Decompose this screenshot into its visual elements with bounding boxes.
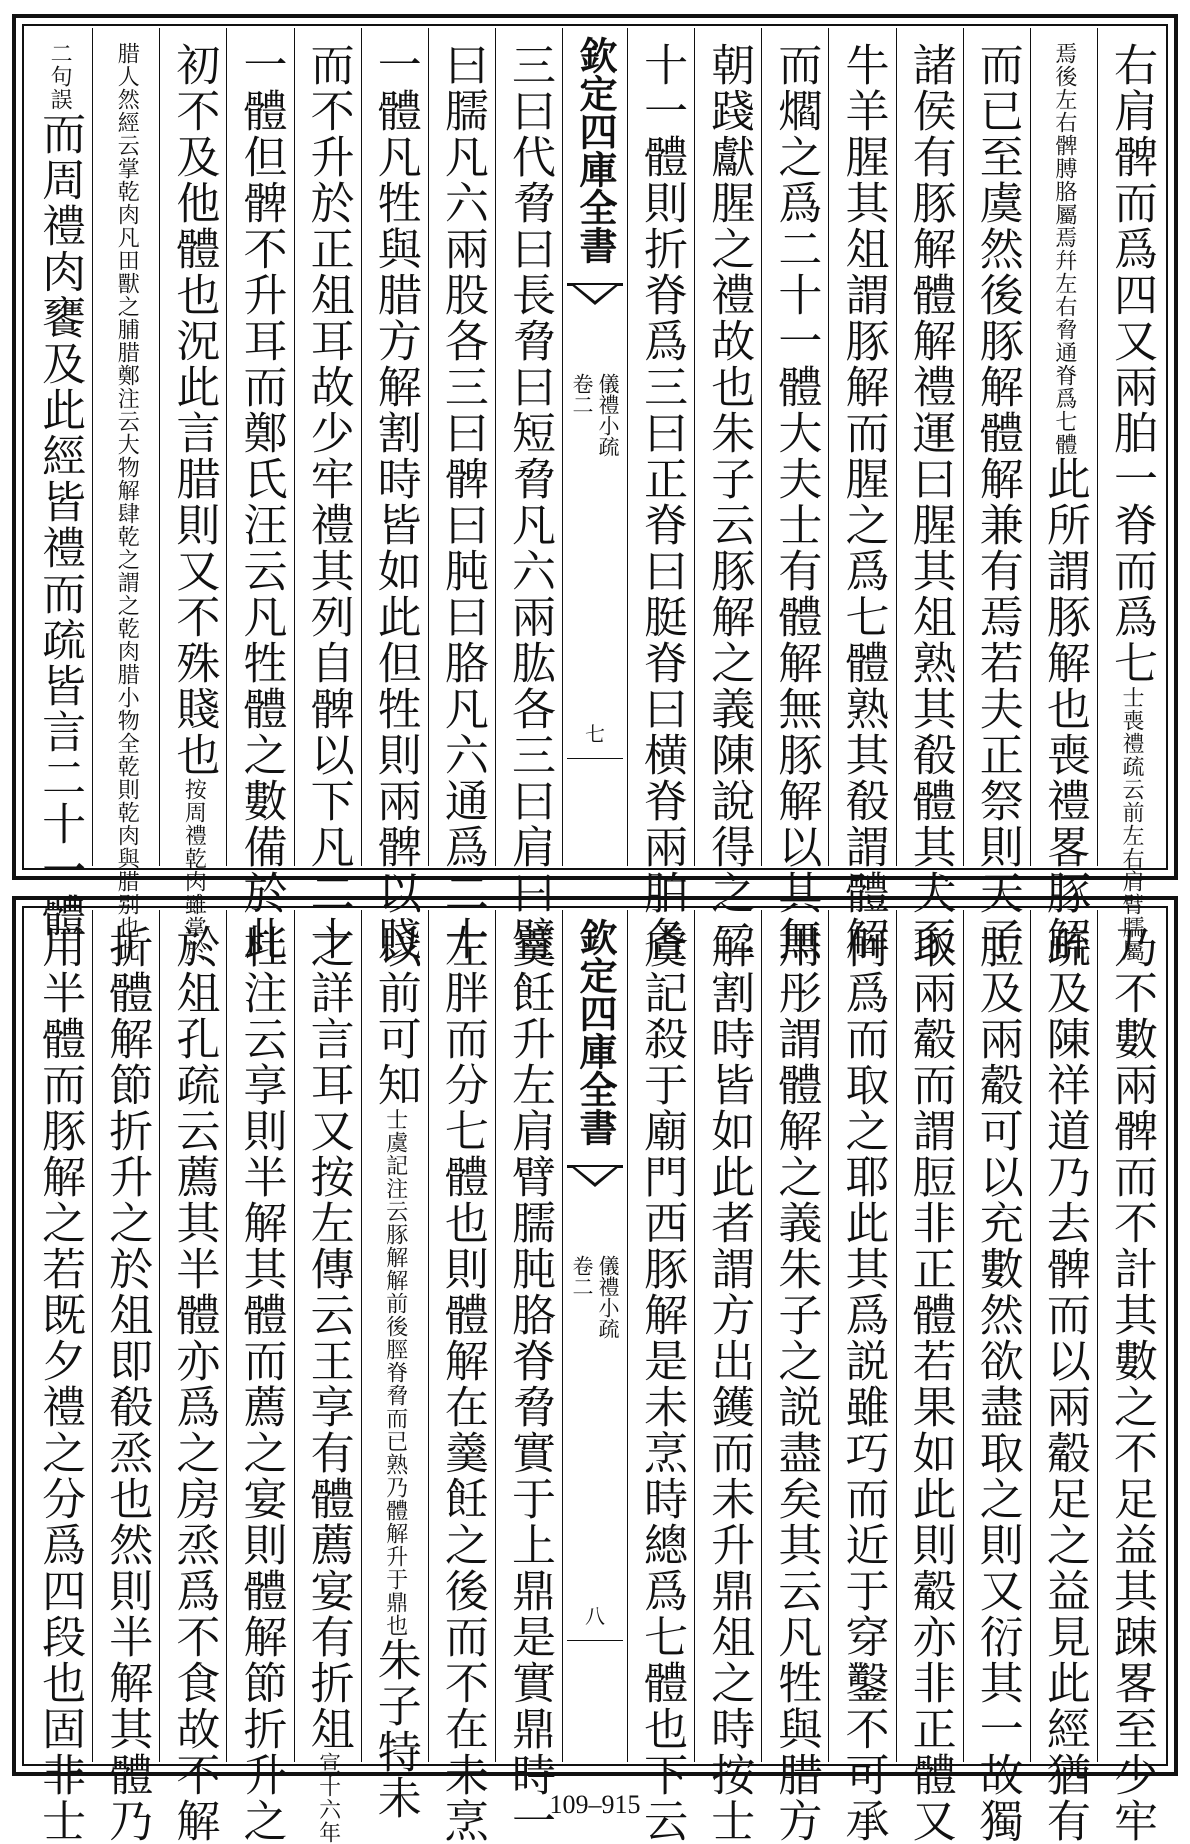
column-left-5 [226, 28, 293, 962]
header-subtitle [569, 1255, 621, 1339]
text-column [235, 28, 287, 962]
main-text: 羹飪升左肩臂臑肫胳脊脅實于上鼎是實鼎時一 [503, 924, 555, 1844]
fishtail-mark-icon [567, 1165, 623, 1248]
column-left-7 [92, 910, 159, 1844]
main-text: 取兩觳而謂脰非正體若果如此則觳亦非正體又 [904, 924, 956, 1844]
center-header-column [562, 28, 627, 866]
main-text: 曰臑凡六兩股各三曰髀曰肫曰胳凡六通爲二十 [436, 42, 488, 962]
text-column [1038, 910, 1090, 1844]
text-column [1038, 28, 1090, 962]
main-text: 用彤謂體解之義朱子之説盡矣其云凡牲與腊方 [770, 924, 822, 1844]
text-column [971, 910, 1023, 1844]
text-column [302, 28, 354, 962]
main-text: 十一體則折脊爲三曰正脊曰脡脊曰横脊兩胉各 [636, 42, 688, 962]
main-text: 用半體而豚解之若既夕禮之分爲四段也固非士 [34, 924, 86, 1844]
main-text: 右肩髀而爲四又兩胉一脊而爲七 [1105, 42, 1157, 686]
column-left-8 [26, 910, 92, 1844]
main-text: 而已至虞然後豚解體解兼有焉若夫正祭則天子 [971, 42, 1023, 962]
column-left-4 [294, 910, 361, 1844]
main-text: 一體但髀不升耳而鄭氏汪云凡牲體之數備於此 [235, 42, 287, 962]
commentary-note: 二句誤 [47, 42, 73, 111]
text-column [636, 28, 688, 962]
main-text: 之詳言耳又按左傳云王享有體薦宴有折俎 [302, 924, 354, 1752]
text-column [703, 910, 755, 1844]
main-text: 何爲而取之耶此其爲説雖巧而近于穿鑿不可承 [837, 924, 889, 1844]
main-text: 乃不數兩髀而不計其數之不足益其踈畧至少牢 [1105, 924, 1157, 1844]
main-text: 以前可知 [369, 924, 421, 1108]
column-left-2 [428, 28, 495, 962]
text-column [436, 28, 488, 962]
main-text: 折體解節折升之於俎即殽烝也然則半解其體乃 [101, 924, 153, 1844]
column-right-3 [963, 910, 1030, 1844]
main-text: 解割時皆如此者謂方出鑊而未升鼎俎之時按士 [703, 924, 755, 1844]
main-text: 而不升於正俎耳故少牢禮其列自髀以下凡二十 [302, 42, 354, 962]
text-column [1105, 28, 1157, 962]
text-column [104, 28, 148, 962]
column-right-4 [896, 910, 963, 1844]
header-title: 欽定四庫全書 [573, 36, 618, 264]
text-column [904, 910, 956, 1844]
volume-label: 卷二 [570, 373, 594, 415]
column-left-8 [26, 28, 92, 939]
text-column [369, 910, 421, 1821]
main-text: 三曰代脅曰長脅曰短脅凡六兩肱各三曰肩曰臂 [503, 42, 555, 962]
column-right-7 [694, 910, 761, 1844]
text-column [503, 910, 555, 1844]
center-header-column [562, 910, 627, 1762]
column-left-6 [159, 28, 226, 962]
commentary-note: 士虞記注云豚解解前後脛脊脅而已熟乃體解升于鼎也 [382, 1108, 408, 1637]
upper-page [12, 14, 1178, 962]
text-column [436, 910, 488, 1844]
text-column [1105, 910, 1157, 1844]
text-column [904, 28, 956, 962]
column-right-1 [1097, 910, 1164, 1844]
text-column [235, 910, 287, 1844]
column-right-2 [1030, 28, 1097, 962]
commentary-note: 宣十六年 [315, 1752, 341, 1844]
column-right-8 [627, 910, 694, 1844]
text-column [503, 28, 555, 962]
text-column [302, 910, 354, 1844]
main-text: 左胖而分七體也則體解在羹飪之後而不在未烹 [436, 924, 488, 1844]
column-right-1 [1097, 28, 1164, 962]
column-left-2 [428, 910, 495, 1844]
upper-columns [26, 28, 1164, 962]
main-text: 一體凡牲與腊方解割時皆如此但牲則兩髀以賤 [369, 42, 421, 962]
leaf-number: 七 [585, 722, 605, 746]
column-right-5 [828, 28, 895, 962]
text-column [636, 910, 688, 1844]
header-subtitle [569, 373, 621, 457]
main-text: 於俎孔疏云薦其半體亦爲之房烝爲不食故不解 [168, 924, 220, 1844]
commentary-note: 腊人然經云掌乾肉凡田獸之脯腊鄭注云大物解肆乾之謂之乾肉腊小物全乾則乾肉與腊别也此 [114, 42, 140, 962]
volume-label: 卷二 [570, 1255, 594, 1297]
main-text: 初不及他體也況此言腊則又不殊賤也 [168, 42, 220, 778]
book-title: 儀禮小疏 [596, 373, 621, 457]
text-column [837, 28, 889, 962]
column-right-5 [828, 910, 895, 1844]
text-column [168, 910, 220, 1844]
column-right-2 [1030, 910, 1097, 1844]
text-column [770, 28, 822, 962]
text-column [770, 910, 822, 1844]
main-text: 此所謂豚解也喪禮畧豚解 [1038, 456, 1090, 962]
column-right-4 [896, 28, 963, 962]
column-left-5 [226, 910, 293, 1844]
text-column [369, 28, 421, 962]
main-text: 朝踐獻腥之禮故也朱子云豚解之義陳說得之二 [703, 42, 755, 962]
fishtail-mark-icon [567, 283, 623, 366]
text-column [837, 910, 889, 1844]
column-left-4 [294, 28, 361, 962]
column-left-3 [361, 910, 428, 1821]
text-column [101, 910, 153, 1844]
column-left-1 [495, 910, 562, 1844]
header-rule [567, 758, 623, 759]
main-text: 虞記殺于廟門西豚解是未烹時總爲七體也下云 [636, 924, 688, 1844]
page-footer-number: 109–915 [549, 1790, 641, 1819]
commentary-note: 士喪禮疏云前左右肩臂臑屬 [1118, 686, 1144, 962]
column-left-6 [159, 910, 226, 1844]
column-right-6 [761, 910, 828, 1844]
column-right-7 [694, 28, 761, 962]
main-text: 諸侯有豚解體解禮運曰腥其俎熟其殽體其犬豕 [904, 42, 956, 962]
book-title: 儀禮小疏 [596, 1255, 621, 1339]
text-column [971, 28, 1023, 962]
commentary-note: 焉後左右髀膊胳屬焉幷左右脅通脊爲七體 [1051, 42, 1077, 456]
main-text: 杜注云享則半解其體而薦之宴則體解節折升之 [235, 924, 287, 1844]
column-left-3 [361, 28, 428, 962]
main-text: 而周禮肉饔及此經皆禮而疏皆言二十一體 [34, 111, 86, 939]
header-rule [567, 1640, 623, 1641]
commentary-note: 按周禮乾肉雖掌於 [181, 778, 207, 962]
text-column [34, 910, 86, 1844]
column-right-6 [761, 28, 828, 962]
main-text: 牛羊腥其俎謂豚解而腥之爲七體熟其殽謂體解 [837, 42, 889, 962]
leaf-number: 八 [585, 1604, 605, 1628]
text-column [703, 28, 755, 962]
main-text: 脰及兩觳可以充數然欲盡取之則又衍其一故獨 [971, 924, 1023, 1844]
header-title: 欽定四庫全書 [573, 918, 618, 1146]
main-text: 朱子特未 [369, 1637, 421, 1821]
text-column [168, 28, 220, 962]
column-right-8 [627, 28, 694, 962]
main-text: 而爓之爲二十一體大夫士有體解無豚解以其無 [770, 42, 822, 962]
column-left-7 [92, 28, 159, 962]
main-text: 疏及陳祥道乃去髀而以兩觳足之益見此經猶有 [1038, 924, 1090, 1844]
column-left-1 [495, 28, 562, 962]
text-column [34, 28, 86, 939]
column-right-3 [963, 28, 1030, 962]
